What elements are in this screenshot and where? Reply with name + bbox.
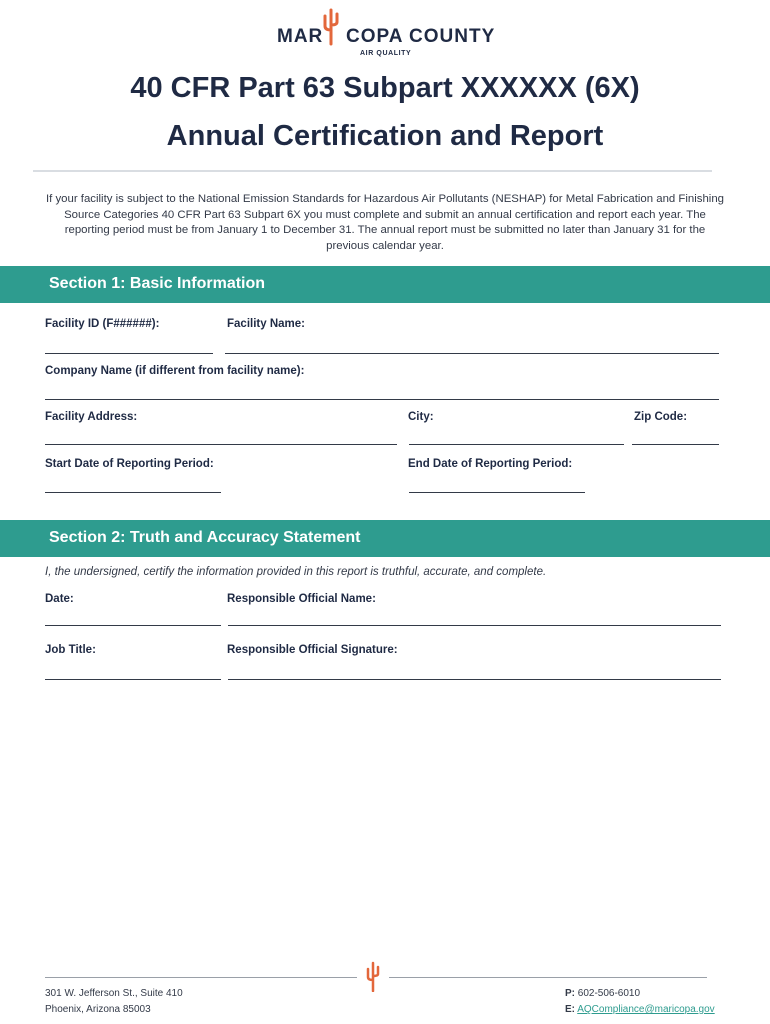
- company-name-label: Company Name (if different from facility name):: [45, 365, 305, 377]
- footer-divider-left: [45, 977, 357, 978]
- city-field[interactable]: [409, 444, 624, 445]
- section-2-title: Section 2: Truth and Accuracy Statement: [49, 529, 361, 546]
- official-name-field[interactable]: [228, 625, 721, 626]
- city-label: City:: [408, 411, 434, 423]
- facility-id-field[interactable]: [45, 353, 213, 354]
- page-title-line-1: 40 CFR Part 63 Subpart XXXXXX (6X): [130, 72, 640, 104]
- job-title-field[interactable]: [45, 679, 221, 680]
- start-date-label: Start Date of Reporting Period:: [45, 458, 214, 470]
- official-name-label: Responsible Official Name:: [227, 593, 376, 605]
- zip-code-label: Zip Code:: [634, 411, 688, 423]
- section-1-title: Section 1: Basic Information: [49, 275, 266, 292]
- end-date-field[interactable]: [409, 492, 585, 493]
- signature-label: Responsible Official Signature:: [227, 644, 398, 656]
- footer-email-link[interactable]: AQCompliance@maricopa.gov: [577, 1004, 715, 1015]
- facility-address-label: Facility Address:: [45, 411, 138, 423]
- facility-address-field[interactable]: [45, 444, 397, 445]
- zip-code-field[interactable]: [632, 444, 719, 445]
- footer-address-line-2: Phoenix, Arizona 85003: [45, 1004, 151, 1015]
- footer-address-line-1: 301 W. Jefferson St., Suite 410: [45, 988, 183, 999]
- end-date-label: End Date of Reporting Period:: [408, 458, 573, 470]
- start-date-field[interactable]: [45, 492, 221, 493]
- footer-divider-right: [389, 977, 707, 978]
- title-divider: [33, 170, 712, 172]
- intro-paragraph: If your facility is subject to the National Emission Standards for Hazardous Air Pollutants (NESHAP) for Metal Fabrication and Finishing Source Categories 40 CFR Part 63 Subpart 6X you must complete and submit an annual certification and report each year. The reporting period must be from January 1 to December 31. The annual report must be submitted no later than January 31 for the previous calendar year.: [45, 193, 725, 252]
- date-label: Date:: [45, 593, 74, 605]
- logo-subtitle: AIR QUALITY: [360, 50, 412, 57]
- date-field[interactable]: [45, 625, 221, 626]
- logo-name-left: MAR: [277, 26, 324, 47]
- section-1-header: [0, 266, 770, 303]
- signature-field[interactable]: [228, 679, 721, 680]
- company-name-field[interactable]: [45, 399, 719, 400]
- facility-id-label: Facility ID (F######):: [45, 318, 160, 330]
- page-title-line-2: Annual Certification and Report: [166, 120, 604, 152]
- logo-name-right: COPA COUNTY: [346, 26, 496, 47]
- facility-name-field[interactable]: [225, 353, 719, 354]
- certification-statement: I, the undersigned, certify the information provided in this report is truthful, accurate, and complete.: [45, 566, 547, 578]
- footer-email: [565, 1004, 715, 1015]
- section-2-header: [0, 520, 770, 557]
- footer-phone-label: P:: [565, 988, 575, 999]
- maricopa-county-logo: [0, 6, 770, 58]
- job-title-label: Job Title:: [45, 644, 96, 656]
- facility-name-label: Facility Name:: [227, 318, 305, 330]
- footer-phone-number: 602-506-6010: [577, 988, 641, 999]
- cactus-icon: [320, 6, 342, 46]
- footer-cactus-icon: [363, 960, 383, 992]
- footer-phone: [565, 988, 640, 999]
- footer-email-label: E:: [565, 1004, 575, 1015]
